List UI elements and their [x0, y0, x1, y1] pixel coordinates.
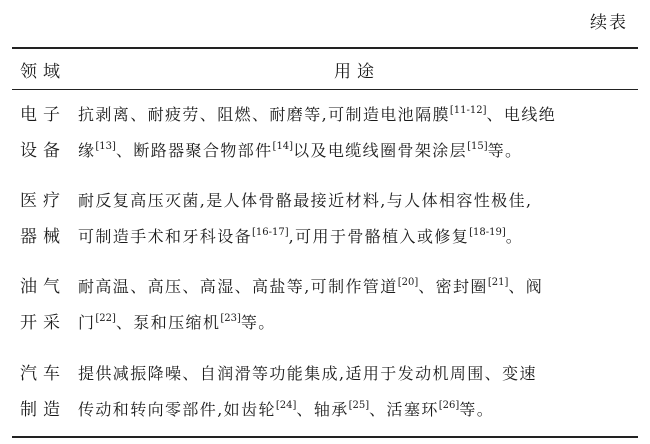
citation-ref: [20] — [397, 277, 419, 288]
continued-caption: 续表 — [590, 13, 628, 33]
usage-line — [78, 269, 634, 305]
usage-text: 缘 — [78, 141, 96, 160]
usage-text: 。 — [505, 227, 524, 246]
usage-text: 传动和转向零部件,如齿轮 — [78, 400, 276, 419]
citation-ref: [16-17] — [252, 227, 289, 238]
row-usage — [78, 269, 634, 341]
usage-line — [78, 219, 634, 255]
usage-text: 等。 — [487, 141, 523, 160]
header-usage: 用途 — [334, 62, 380, 82]
usage-text: 、阀 — [508, 277, 544, 296]
row-usage — [78, 183, 634, 255]
row-field-line: 开采 — [20, 313, 66, 333]
usage-text: 、电线绝 — [486, 105, 557, 124]
usage-text: 、密封圈 — [418, 277, 488, 296]
table-top-rule — [12, 47, 638, 49]
row-field — [20, 269, 70, 341]
citation-ref: [14] — [272, 141, 294, 152]
header-field: 领域 — [20, 62, 66, 82]
usage-text: 耐高温、高压、高湿、高盐等,可制作管道 — [78, 277, 398, 296]
citation-ref: [26] — [438, 400, 460, 411]
usage-line — [78, 392, 634, 428]
row-field-line: 医疗 — [20, 191, 66, 211]
row-field — [20, 183, 70, 255]
citation-ref: [22] — [95, 313, 116, 324]
usage-text: 、轴承 — [296, 400, 349, 419]
row-field-line: 油气 — [20, 277, 66, 297]
row-field-line: 制造 — [20, 400, 66, 420]
citation-ref: [21] — [487, 277, 509, 288]
usage-text: 抗剥离、耐疲劳、阻燃、耐磨等,可制造电池隔膜 — [78, 105, 450, 124]
row-field — [20, 356, 70, 428]
usage-text: 等。 — [459, 400, 495, 419]
citation-ref: [18-19] — [469, 227, 506, 238]
usage-text: 耐反复高压灭菌,是人体骨骼最接近材料,与人体相容性极佳, — [78, 191, 533, 210]
usage-line — [78, 305, 634, 341]
citation-ref: [24] — [275, 400, 297, 411]
usage-text: 、活塞环 — [369, 400, 439, 419]
citation-ref: [13] — [95, 141, 116, 152]
usage-text: 、泵和压缩机 — [115, 313, 221, 332]
usage-line — [78, 133, 634, 169]
citation-ref: [23] — [220, 313, 241, 324]
row-field-line: 器械 — [20, 227, 66, 247]
row-field-line: 电子 — [20, 105, 66, 125]
row-field-line: 设备 — [20, 141, 66, 161]
row-field — [20, 97, 70, 169]
row-usage — [78, 97, 634, 169]
usage-text: ,可用于骨骼植入或修复 — [288, 227, 470, 246]
table-header-rule — [12, 89, 638, 90]
row-field-line: 汽车 — [20, 364, 66, 384]
row-usage — [78, 356, 634, 428]
usage-text: 、断路器聚合物部件 — [115, 141, 273, 160]
usage-text: 提供减振降噪、自润滑等功能集成,适用于发动机周围、变速 — [78, 364, 537, 383]
usage-line — [78, 97, 634, 133]
usage-text: 可制造手术和牙科设备 — [78, 227, 253, 246]
usage-line — [78, 183, 634, 219]
citation-ref: [11-12] — [449, 105, 487, 116]
citation-ref: [25] — [348, 400, 370, 411]
usage-text: 等。 — [240, 313, 276, 332]
usage-text: 门 — [78, 313, 96, 332]
citation-ref: [15] — [467, 141, 488, 152]
usage-line — [78, 356, 634, 392]
usage-text: 以及电缆线圈骨架涂层 — [293, 141, 468, 160]
table-bottom-rule — [12, 436, 638, 438]
